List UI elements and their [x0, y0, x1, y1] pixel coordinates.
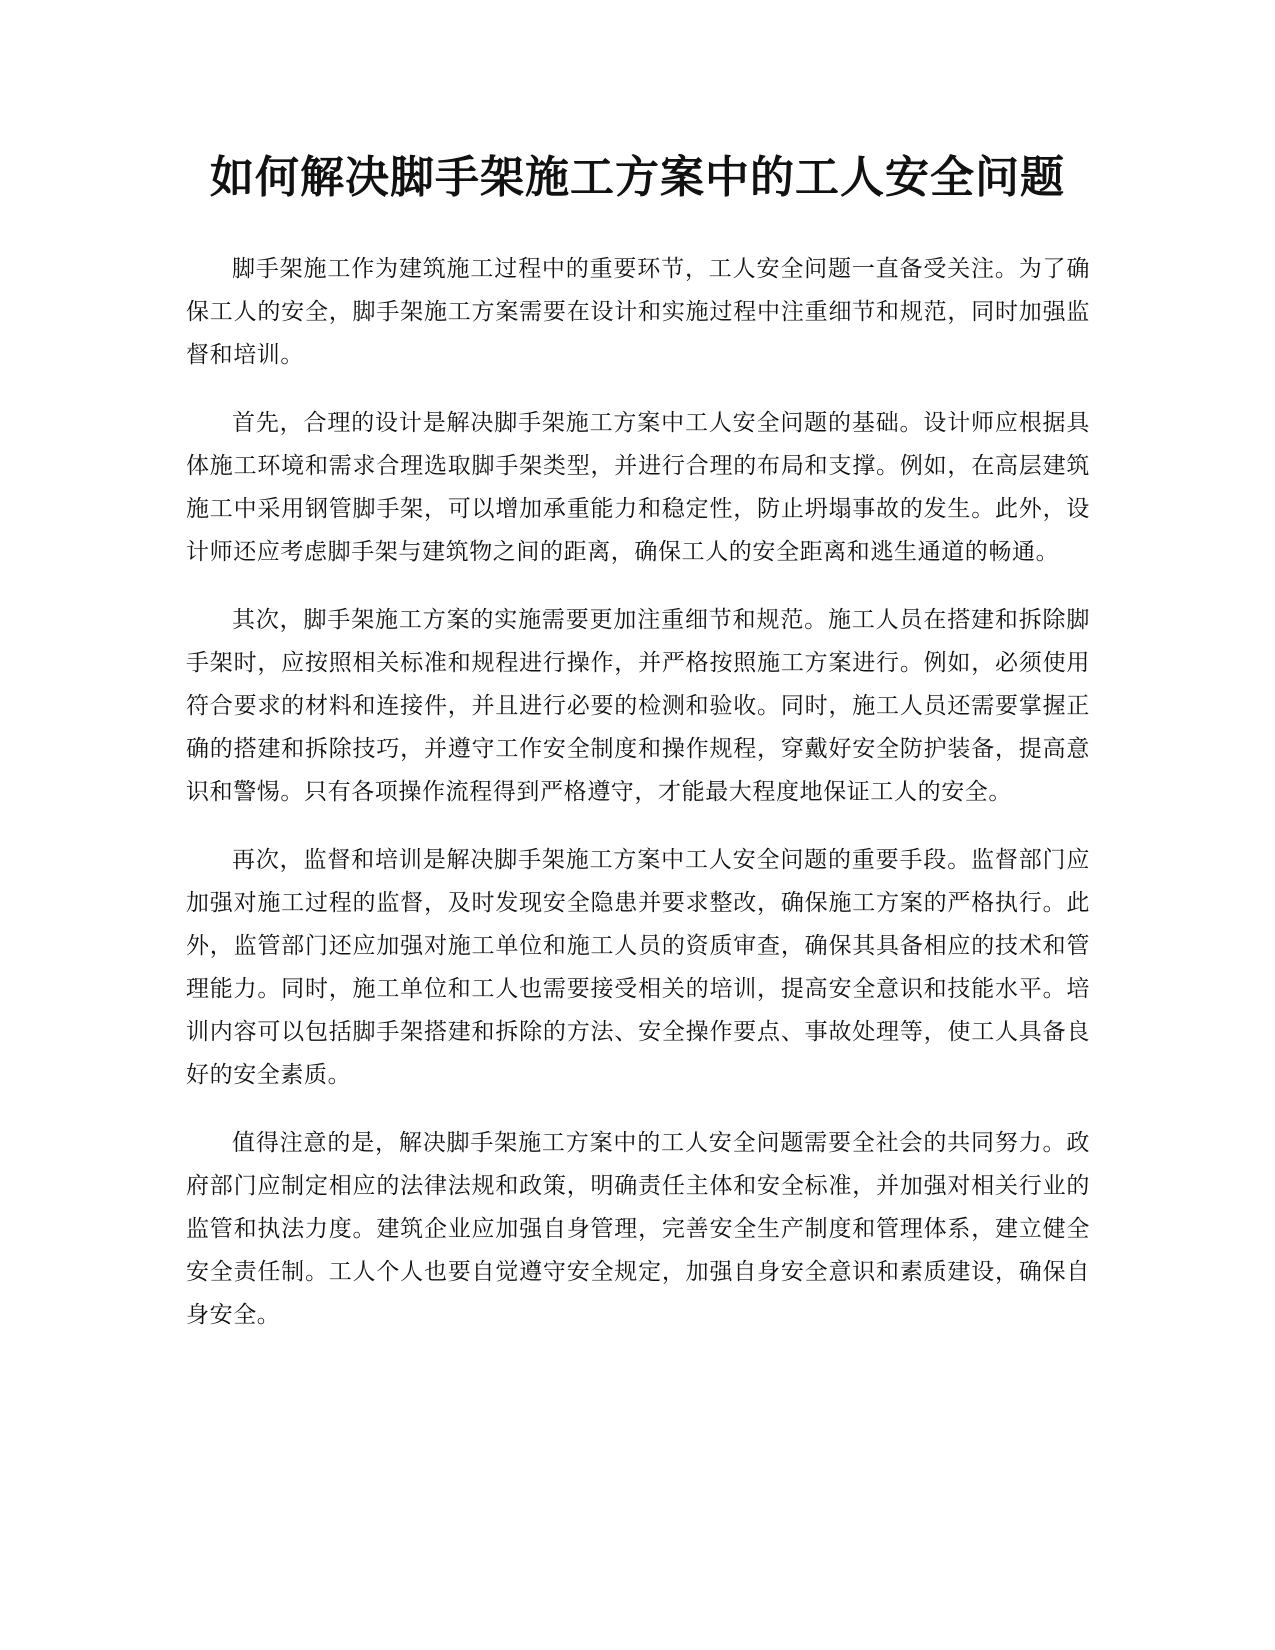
paragraph-implementation: 其次，脚手架施工方案的实施需要更加注重细节和规范。施工人员在搭建和拆除脚手架时，应按照相关标准和规程进行操作，并严格按照施工方案进行。例如，必须使用符合要求的材料和连接件，并且进行必要的检测和验收。同时，施工人员还需要掌握正确的搭建和拆除技巧，并遵守工作安全制度和操作规程，穿戴好安全防护装备，提高意识和警惕。只有各项操作流程得到严格遵守，才能最大程度地保证工人的安全。: [186, 607, 1090, 805]
document-title: 如何解决脚手架施工方案中的工人安全问题: [210, 152, 1065, 203]
paragraph-supervision-training: 再次，监督和培训是解决脚手架施工方案中工人安全问题的重要手段。监督部门应加强对施工过程的监督，及时发现安全隐患并要求整改，确保施工方案的严格执行。此外，监管部门还应加强对施工单位和施工人员的资质审查，确保其具备相应的技术和管理能力。同时，施工单位和工人也需要接受相关的培训，提高安全意识和技能水平。培训内容可以包括脚手架搭建和拆除的方法、安全操作要点、事故处理等，使工人具备良好的安全素质。: [186, 847, 1090, 1088]
document-body: [186, 248, 1090, 1362]
paragraph-society: 值得注意的是，解决脚手架施工方案中的工人安全问题需要全社会的共同努力。政府部门应制定相应的法律法规和政策，明确责任主体和安全标准，并加强对相关行业的监管和执法力度。建筑企业应加强自身管理，完善安全生产制度和管理体系，建立健全安全责任制。工人个人也要自觉遵守安全规定，加强自身安全意识和素质建设，确保自身安全。: [186, 1130, 1090, 1328]
paragraph-intro: 脚手架施工作为建筑施工过程中的重要环节，工人安全问题一直备受关注。为了确保工人的安全，脚手架施工方案需要在设计和实施过程中注重细节和规范，同时加强监督和培训。: [186, 256, 1090, 368]
paragraph-design: 首先，合理的设计是解决脚手架施工方案中工人安全问题的基础。设计师应根据具体施工环境和需求合理选取脚手架类型，并进行合理的布局和支撑。例如，在高层建筑施工中采用钢管脚手架，可以增加承重能力和稳定性，防止坍塌事故的发生。此外，设计师还应考虑脚手架与建筑物之间的距离，确保工人的安全距离和逃生通道的畅通。: [186, 410, 1090, 565]
